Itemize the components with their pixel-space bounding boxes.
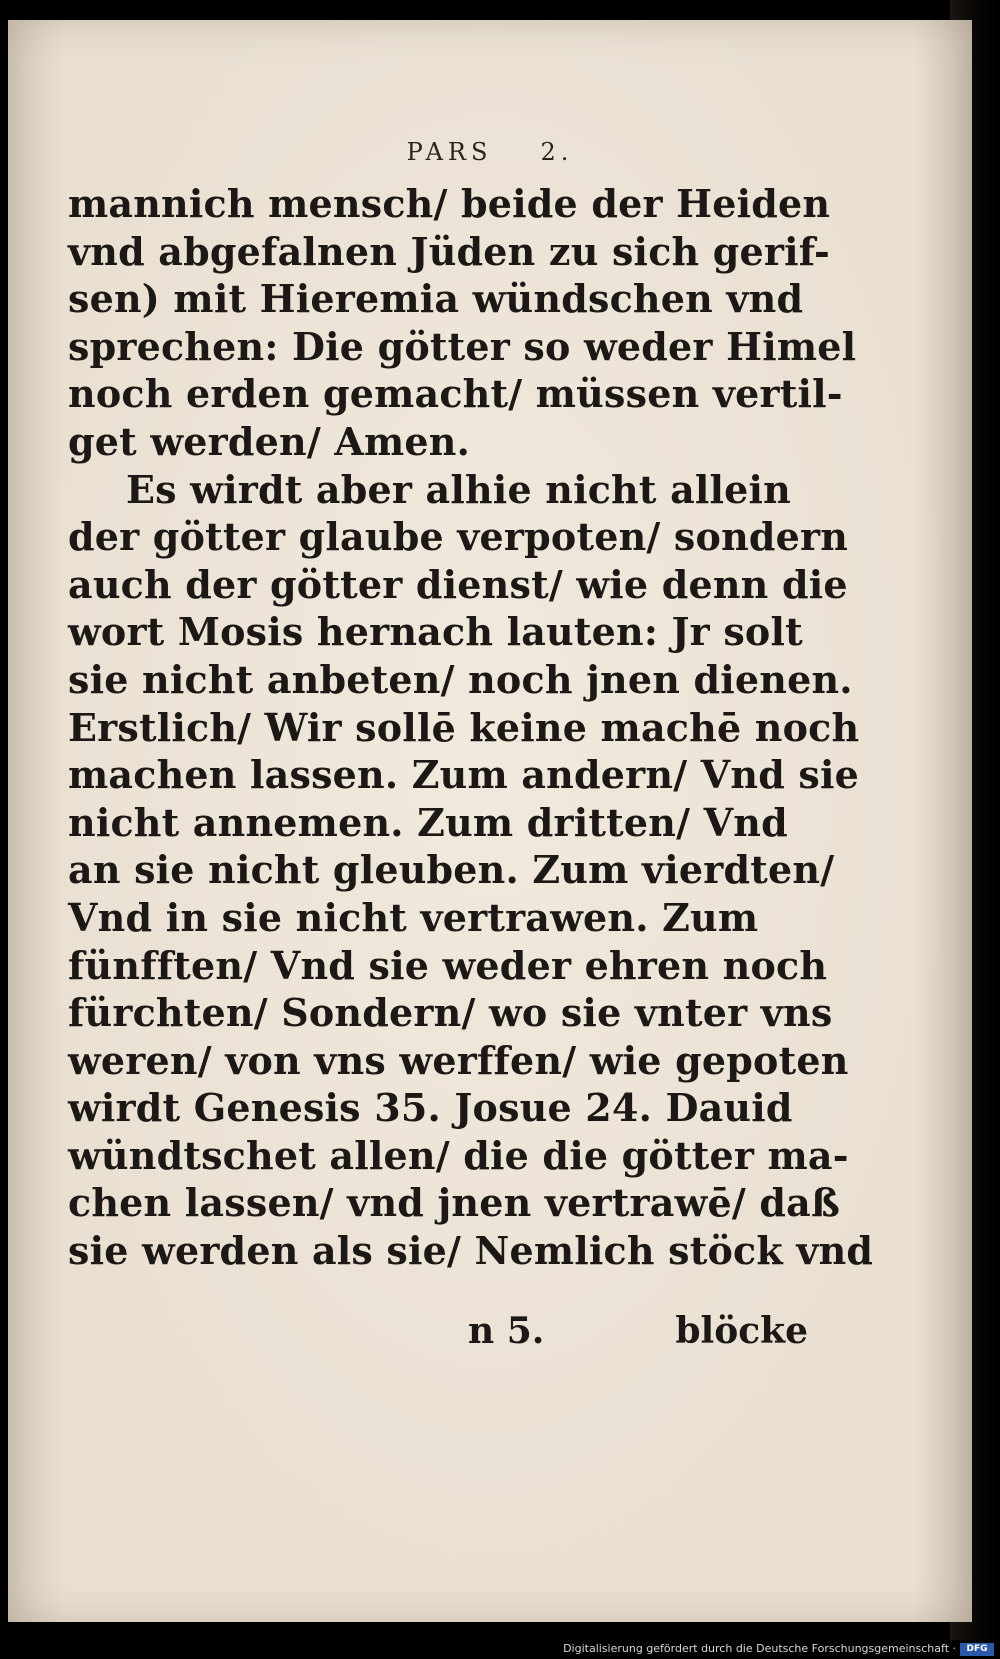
text-line: get werden/ Amen.: [68, 418, 471, 464]
paragraph-start-line: Es wirdt aber alhie nicht allein: [126, 466, 791, 512]
text-line: wündtschet allen/ die die götter ma-: [68, 1132, 849, 1178]
text-line: wirdt Genesis 35. Josue 24. Dauid: [68, 1085, 793, 1131]
body-text: [68, 180, 874, 1275]
funding-credit-text: Digitalisierung gefördert durch die Deutsche Forschungsgemeinschaft ·: [563, 1642, 956, 1655]
book-page: [8, 20, 972, 1622]
dfg-logo: DFG: [960, 1643, 994, 1656]
text-line: machen lassen. Zum andern/ Vnd sie: [68, 752, 860, 798]
funding-credit-bar: [0, 1640, 1000, 1659]
text-line: der götter glaube verpoten/ sondern: [68, 514, 849, 560]
text-line: sen) mit Hieremia wündschen vnd: [68, 276, 804, 322]
text-line: noch erden gemacht/ müssen vertil-: [68, 371, 843, 417]
page-footer: [68, 1310, 808, 1360]
running-header: [8, 138, 972, 166]
running-title: PARS: [406, 138, 493, 166]
text-line: Erstlich/ Wir sollē keine machē noch: [68, 704, 860, 750]
text-line: an sie nicht gleuben. Zum vierdten/: [68, 847, 835, 893]
text-line: Vnd in sie nicht vertrawen. Zum: [68, 894, 759, 940]
text-line: vnd abgefalnen Jüden zu sich gerif-: [68, 228, 830, 274]
text-line: sprechen: Die götter so weder Himel: [68, 323, 857, 369]
text-line: wort Mosis hernach lauten: Jr solt: [68, 609, 803, 655]
part-number: 2.: [540, 138, 574, 166]
text-line: mannich mensch/ beide der Heiden: [68, 181, 831, 226]
text-line: fürchten/ Sondern/ wo sie vnter vns: [68, 990, 833, 1036]
signature-mark: n 5.: [468, 1310, 545, 1352]
text-line: nicht annemen. Zum dritten/ Vnd: [68, 799, 788, 845]
text-line: sie nicht anbeten/ noch jnen dienen.: [68, 656, 853, 702]
text-line: chen lassen/ vnd jnen vertrawē/ daß: [68, 1180, 841, 1226]
text-line: sie werden als sie/ Nemlich stöck vnd: [68, 1228, 874, 1274]
text-line: fünfften/ Vnd sie weder ehren noch: [68, 942, 828, 988]
text-line: auch der götter dienst/ wie denn die: [68, 561, 848, 607]
catchword: blöcke: [675, 1310, 808, 1352]
text-line: weren/ von vns werffen/ wie gepoten: [68, 1037, 849, 1083]
